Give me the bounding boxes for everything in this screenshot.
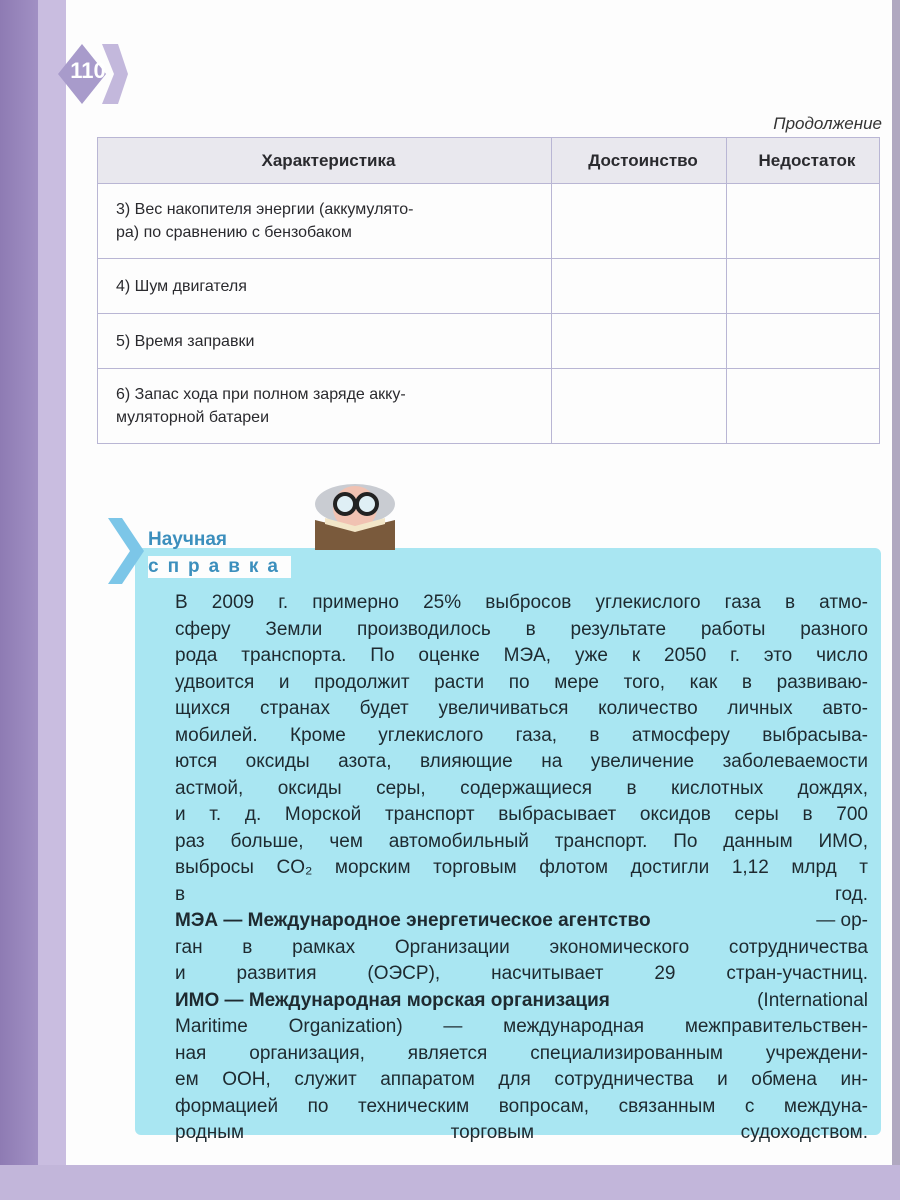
line-text: в год. — [175, 883, 868, 905]
line-text: ем ООН, служит аппаратом для сотрудничества и обмена ин- — [175, 1069, 868, 1090]
line-text: ная организация, является специализированным учреждени- — [175, 1042, 868, 1064]
table-row — [98, 259, 880, 314]
bottom-decoration — [0, 1165, 900, 1200]
line-text: В 2009 г. примерно 25% выбросов углекислого газа в атмо- — [175, 592, 868, 613]
bold-term: ИМО — Международная морская организация — [175, 989, 610, 1011]
cell-line: ра) по сравнению с бензобаком — [116, 224, 352, 241]
info-line — [175, 590, 868, 617]
page-number: 110 — [70, 58, 106, 83]
cell-line: 4) Шум двигателя — [116, 277, 247, 295]
info-line — [175, 1094, 868, 1121]
info-line — [175, 961, 868, 988]
disadvantage-cell[interactable] — [727, 184, 880, 259]
info-heading-line2: справка — [148, 556, 291, 578]
page-margin-band — [0, 0, 38, 1200]
line-text: щихся странах будет увеличиваться количество личных авто- — [175, 698, 868, 719]
info-line — [175, 776, 868, 803]
info-line — [175, 617, 868, 644]
info-line — [175, 829, 868, 856]
table-row — [98, 184, 880, 259]
continuation-label: Продолжение — [773, 114, 882, 133]
line-text: ются оксиды азота, влияющие на увеличение заболеваемости — [175, 751, 868, 772]
info-line — [175, 749, 868, 776]
row-characteristic — [98, 314, 552, 369]
info-line — [175, 1014, 868, 1041]
table-header-row — [98, 138, 880, 184]
line-text: — ор- — [816, 910, 868, 931]
advantage-cell[interactable] — [552, 259, 727, 314]
info-line — [175, 723, 868, 750]
line-text: рода транспорта. По оценке МЭА, уже к 2050 г. это число — [175, 645, 868, 666]
row-characteristic — [98, 369, 552, 444]
info-heading-line1: Научная — [148, 529, 228, 550]
cell-line: 3) Вес накопителя энергии (аккумулято- — [116, 201, 414, 218]
line-text: формацией по техническим вопросам, связанным с междуна- — [175, 1095, 868, 1117]
info-line — [175, 670, 868, 697]
line-text: астмой, оксиды серы, содержащиеся в кислотных дождях, — [175, 777, 868, 799]
disadvantage-cell[interactable] — [727, 314, 880, 369]
info-line — [175, 988, 868, 1015]
info-line — [175, 1067, 868, 1094]
line-text: сферу Земли производилось в результате работы разного — [175, 618, 868, 640]
info-line — [175, 855, 868, 882]
line-text: и развития (ОЭСР), насчитывает 29 стран-участниц. — [175, 963, 868, 984]
page-edge — [892, 0, 900, 1200]
table-row — [98, 314, 880, 369]
info-line — [175, 1120, 868, 1147]
row-characteristic — [98, 259, 552, 314]
advantage-cell[interactable] — [552, 314, 727, 369]
disadvantage-cell[interactable] — [727, 369, 880, 444]
info-line — [175, 802, 868, 829]
info-text — [175, 590, 868, 1147]
cell-line: 6) Запас хода при полном заряде акку- — [116, 386, 406, 403]
line-text: Maritime Organization) — международная межправительствен- — [175, 1016, 868, 1037]
cell-line: муляторной батареи — [116, 409, 270, 426]
header-disadvantage: Недостаток — [727, 138, 880, 184]
table-row — [98, 369, 880, 444]
advantage-cell[interactable] — [552, 369, 727, 444]
bold-term: МЭА — Международное энергетическое агентство — [175, 910, 651, 931]
chevron-icon — [108, 518, 144, 584]
line-text: удвоится и продолжит расти по мере того, как в развиваю- — [175, 671, 868, 693]
cell-line: 5) Время заправки — [116, 332, 255, 350]
info-line — [175, 696, 868, 723]
info-line — [175, 935, 868, 962]
scientist-reading-icon — [300, 478, 410, 550]
info-line — [175, 1041, 868, 1068]
header-advantage: Достоинство — [552, 138, 727, 184]
disadvantage-cell[interactable] — [727, 259, 880, 314]
line-text: и т. д. Морской транспорт выбрасывает оксидов серы в 700 — [175, 804, 868, 825]
advantage-cell[interactable] — [552, 184, 727, 259]
line-text: (International — [757, 989, 868, 1011]
line-text: мобилей. Кроме углекислого газа, в атмосферу выбрасыва- — [175, 724, 868, 746]
line-text: ган в рамках Организации экономического сотрудничества — [175, 936, 868, 958]
info-line — [175, 908, 868, 935]
line-text: выбросы CO₂ морским торговым флотом достигли 1,12 млрд т — [175, 857, 868, 878]
header-characteristic: Характеристика — [98, 138, 552, 184]
info-line — [175, 643, 868, 670]
line-text: раз больше, чем автомобильный транспорт. По данным ИМО, — [175, 830, 868, 852]
line-text: родным торговым судоходством. — [175, 1122, 868, 1143]
page-margin-band-light — [38, 0, 66, 1200]
comparison-table — [97, 137, 880, 444]
info-line — [175, 882, 868, 909]
row-characteristic — [98, 184, 552, 259]
